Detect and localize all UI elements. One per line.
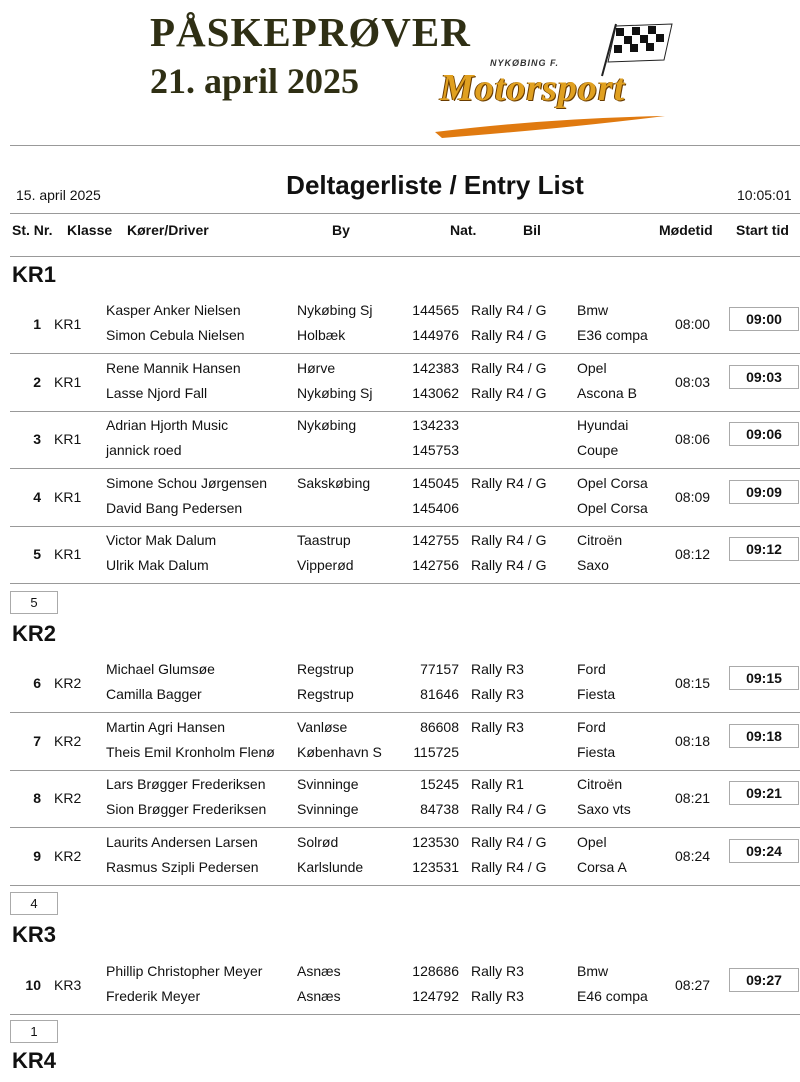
licence-2: 124792 [412,988,459,1004]
driver-1: Simone Schou Jørgensen [106,474,268,491]
entry-row [10,655,800,713]
driver-2: David Bang Pedersen [106,499,243,516]
licence-2: 115725 [413,743,459,760]
car-1: Ford [577,661,606,677]
car-1: Opel [577,359,607,376]
divider [10,256,800,257]
entry-class: KR1 [54,488,82,505]
licence-2: 145406 [412,499,459,516]
banner-title: PÅSKEPRØVER [150,9,471,55]
class-heading: KR2 [12,621,57,646]
driver-2: Ulrik Mak Dalum [106,557,209,574]
car-1: Bmw [577,302,609,318]
city-2: Karlslunde [297,858,364,875]
start-time: 09:06 [729,422,799,446]
driver-1: Martin Agri Hansen [106,718,226,735]
entry-class: KR1 [54,431,82,448]
car-class-2: Rally R4 / G [471,327,547,343]
start-time: 09:09 [729,480,799,504]
class-heading: KR1 [12,262,57,287]
print-date: 15. april 2025 [16,187,101,203]
entry-row [10,770,800,828]
driver-2: Simon Cebula Nielsen [106,327,245,343]
car-2: Corsa A [577,858,627,875]
meet-time: 08:18 [675,732,711,749]
entry-row [10,526,800,584]
start-time: 09:15 [729,666,799,690]
licence-1: 142755 [412,532,459,549]
entry-row [10,296,800,354]
car-class-1: Rally R4 / G [471,833,547,850]
entry-row [10,354,800,412]
city-1: Taastrup [297,532,351,549]
city-1: Nykøbing [297,417,357,434]
driver-1: Kasper Anker Nielsen [106,302,241,318]
start-time: 09:00 [729,307,799,331]
car-2: Fiesta [577,686,616,702]
car-1: Ford [577,718,606,735]
licence-1: 128686 [412,963,459,979]
city-1: Vanløse [297,718,348,735]
col-bil: Bil [523,222,541,238]
meet-time: 08:15 [675,675,711,691]
meet-time: 08:03 [675,373,711,390]
start-number: 1 [33,316,41,332]
motorsport-logo [430,20,680,142]
licence-2: 84738 [420,801,459,818]
entry-class: KR1 [54,316,82,332]
licence-2: 123531 [412,858,459,875]
driver-1: Victor Mak Dalum [106,532,217,549]
car-class-1: Rally R1 [471,776,524,793]
car-2: Opel Corsa [577,499,648,516]
start-time: 09:27 [729,968,799,992]
car-class-1: Rally R3 [471,718,524,735]
car-2: Coupe [577,442,619,459]
print-time: 10:05:01 [737,187,792,203]
car-class-1: Rally R3 [471,963,524,979]
driver-1: Rene Mannik Hansen [106,359,241,376]
licence-1: 142383 [412,359,459,376]
driver-2: Frederik Meyer [106,988,201,1004]
class-count: 1 [10,1020,58,1043]
car-1: Opel [577,833,607,850]
start-number: 10 [25,977,41,993]
entry-row [10,957,800,1015]
city-2: København S [297,743,382,760]
car-2: Saxo vts [577,801,631,818]
city-1: Sakskøbing [297,474,371,491]
col-modetid: Mødetid [659,222,713,238]
licence-2: 145753 [412,442,459,459]
car-class-1: Rally R4 / G [471,532,547,549]
licence-1: 134233 [412,417,459,434]
city-2: Asnæs [297,988,341,1004]
start-number: 6 [33,675,41,691]
city-2: Nykøbing Sj [297,384,373,401]
entry-row [10,469,800,527]
car-class-2: Rally R3 [471,988,524,1004]
entry-class: KR1 [54,546,82,563]
licence-1: 144565 [412,302,459,318]
col-stnr: St. Nr. [12,222,53,238]
car-1: Citroën [577,776,623,793]
car-2: Fiesta [577,743,616,760]
start-time: 09:24 [729,839,799,863]
licence-1: 145045 [412,474,459,491]
start-number: 8 [33,790,41,807]
car-1: Opel Corsa [577,474,648,491]
start-number: 2 [33,373,41,390]
entry-class: KR2 [54,732,82,749]
col-starttid: Start tid [736,222,789,238]
meet-time: 08:21 [675,790,711,807]
licence-1: 15245 [420,776,459,793]
car-2: E46 compa [577,988,648,1004]
class-heading: KR3 [12,922,57,947]
driver-2: Rasmus Szipli Pedersen [106,858,259,875]
city-2: Svinninge [297,801,359,818]
meet-time: 08:12 [675,546,711,563]
driver-1: Laurits Andersen Larsen [106,833,258,850]
city-1: Asnæs [297,963,341,979]
entry-class: KR2 [54,847,82,864]
start-number: 7 [33,732,41,749]
col-klasse: Klasse [67,222,113,238]
entry-row [10,828,800,886]
city-2: Holbæk [297,327,346,343]
car-2: E36 compa [577,327,648,343]
licence-2: 143062 [412,384,459,401]
city-1: Hørve [297,359,336,376]
licence-1: 123530 [412,833,459,850]
driver-2: Theis Emil Kronholm Flenø [106,743,275,760]
start-number: 9 [33,847,41,864]
car-1: Citroën [577,532,623,549]
driver-1: Michael Glumsøe [106,661,215,677]
meet-time: 08:06 [675,431,711,448]
class-count: 5 [10,591,58,614]
licence-2: 144976 [412,327,459,343]
start-time: 09:18 [729,724,799,748]
meet-time: 08:24 [675,847,711,864]
banner-date: 21. april 2025 [150,61,360,101]
start-time: 09:21 [729,781,799,805]
city-1: Solrød [297,833,339,850]
divider [10,213,800,214]
car-class-1: Rally R4 / G [471,359,547,376]
class-count: 4 [10,892,58,915]
col-by: By [332,222,350,238]
city-1: Svinninge [297,776,359,793]
start-number: 4 [33,488,41,505]
driver-1: Lars Brøgger Frederiksen [106,776,266,793]
car-class-2: Rally R4 / G [471,801,547,818]
entry-class: KR2 [54,790,82,807]
meet-time: 08:00 [675,316,711,332]
city-1: Nykøbing Sj [297,302,373,318]
page-title: Deltagerliste / Entry List [286,170,584,200]
meet-time: 08:27 [675,977,711,993]
entry-class: KR1 [54,373,82,390]
col-nat: Nat. [450,222,477,238]
car-2: Ascona B [577,384,637,401]
driver-2: Sion Brøgger Frederiksen [106,801,267,818]
logo-wordmark: Motorsport [440,67,626,109]
car-1: Bmw [577,963,609,979]
entry-class: KR3 [54,977,82,993]
start-number: 5 [33,546,41,563]
licence-2: 81646 [420,686,459,702]
start-number: 3 [33,431,41,448]
logo-subtitle: NYKØBING F. [490,58,560,68]
licence-1: 77157 [420,661,459,677]
city-1: Regstrup [297,661,354,677]
licence-1: 86608 [420,718,459,735]
licence-2: 142756 [412,557,459,574]
car-1: Hyundai [577,417,629,434]
driver-2: jannick roed [106,442,182,459]
car-class-2: Rally R4 / G [471,384,547,401]
car-class-2: Rally R3 [471,686,524,702]
class-heading: KR4 [12,1048,57,1073]
divider [10,145,800,146]
car-class-1: Rally R3 [471,661,524,677]
start-time: 09:03 [729,365,799,389]
driver-1: Phillip Christopher Meyer [106,963,263,979]
start-time: 09:12 [729,537,799,561]
car-class-1: Rally R4 / G [471,474,547,491]
col-driver: Kører/Driver [127,222,209,238]
car-class-2: Rally R4 / G [471,557,547,574]
driver-2: Camilla Bagger [106,686,202,702]
city-2: Regstrup [297,686,354,702]
entry-row [10,411,800,469]
entry-row [10,713,800,771]
car-2: Saxo [577,557,609,574]
car-class-1: Rally R4 / G [471,302,547,318]
city-2: Vipperød [297,557,354,574]
entry-class: KR2 [54,675,82,691]
car-class-2: Rally R4 / G [471,858,547,875]
driver-1: Adrian Hjorth Music [106,417,229,434]
driver-2: Lasse Njord Fall [106,384,208,401]
meet-time: 08:09 [675,488,711,505]
event-banner [0,0,800,145]
